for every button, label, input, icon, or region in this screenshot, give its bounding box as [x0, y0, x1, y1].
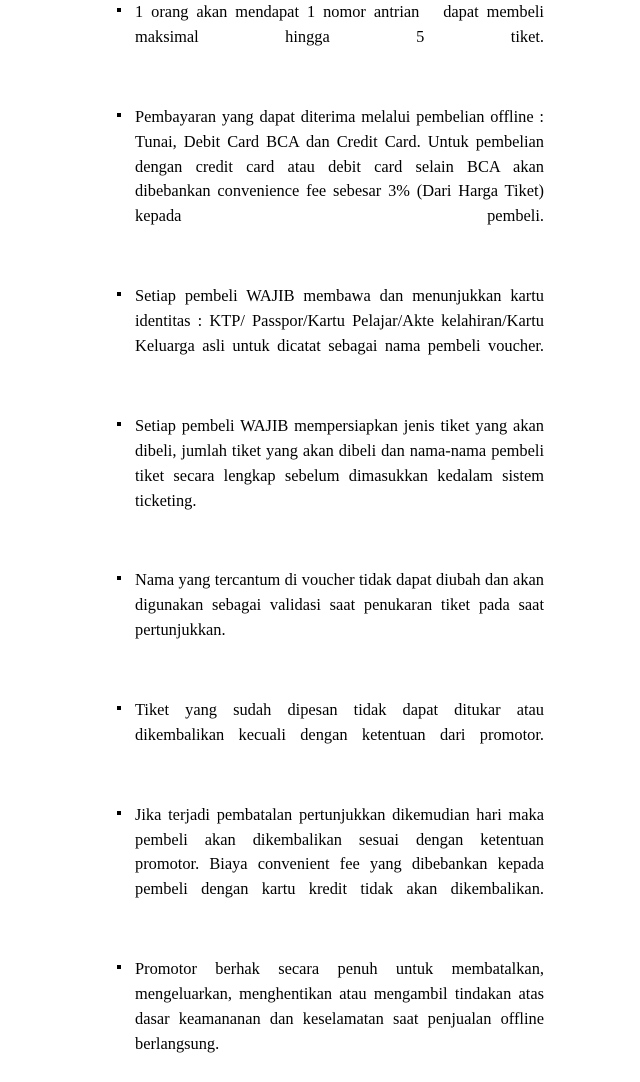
list-item-text: Setiap pembeli WAJIB mempersiapkan jenis tiket yang akan dibeli, jumlah tiket yang akan dibeli dan nama-nama pembeli tiket secara lengkap sebelum dimasukkan kedalam sistem ticketing. — [135, 415, 549, 510]
list-item-text: Pembayaran yang dapat diterima melalui pembelian offline : Tunai, Debit Card BCA dan Credit Card. Untuk pembelian dengan credit card atau debit card selain BCA akan dibebankan convenience fee sebesar 3% (Dari Harga Tiket) kepada pembeli. — [135, 106, 549, 226]
square-bullet-icon — [117, 113, 121, 117]
square-bullet-icon — [117, 706, 121, 710]
square-bullet-icon — [117, 811, 121, 815]
list-item — [0, 284, 640, 384]
list-item — [0, 0, 640, 75]
list-item-text: 1 orang akan mendapat 1 nomor antrian dapat membeli maksimal hingga 5 tiket. — [135, 2, 549, 46]
list-item — [0, 698, 640, 773]
list-item — [0, 957, 640, 1082]
square-bullet-icon — [117, 422, 121, 426]
list-item — [0, 105, 640, 254]
list-item — [0, 414, 640, 539]
square-bullet-icon — [117, 8, 121, 12]
list-item — [0, 568, 640, 668]
square-bullet-icon — [117, 292, 121, 296]
square-bullet-icon — [117, 576, 121, 580]
square-bullet-icon — [117, 965, 121, 969]
list-item-text: Promotor berhak secara penuh untuk membatalkan, mengeluarkan, menghentikan atau mengambil tindakan atas dasar keamananan dan keselamatan saat penjualan offline berlangsung. — [135, 959, 549, 1053]
list-item — [0, 803, 640, 928]
list-item-text: Setiap pembeli WAJIB membawa dan menunjukkan kartu identitas : KTP/ Passpor/Kartu Pelajar/Akte kelahiran/Kartu Keluarga asli untuk dicatat sebagai nama pembeli voucher. — [135, 286, 549, 355]
list-item-text: Jika terjadi pembatalan pertunjukkan dikemudian hari maka pembeli akan dikembalikan sesuai dengan ketentuan promotor. Biaya convenient fee yang dibebankan kepada pembeli dengan kartu kredit tidak akan dikembalikan. — [135, 804, 549, 899]
list-item-text: Tiket yang sudah dipesan tidak dapat ditukar atau dikembalikan kecuali dengan ketentuan dari promotor. — [135, 699, 549, 744]
list-item-text: Nama yang tercantum di voucher tidak dapat diubah dan akan digunakan sebagai validasi saat penukaran tiket pada saat pertunjukkan. — [135, 570, 549, 640]
